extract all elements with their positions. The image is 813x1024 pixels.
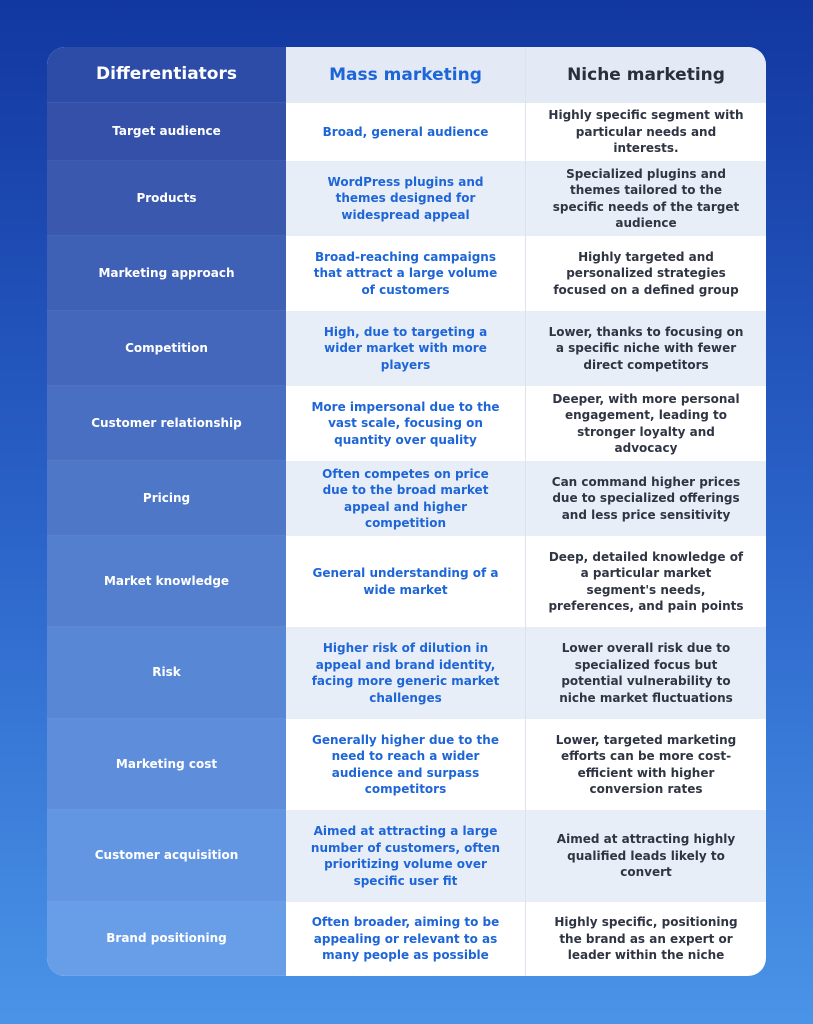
table-row [47, 103, 766, 161]
mass-marketing-cell: WordPress plugins and themes designed for widespread appeal [286, 161, 526, 236]
niche-marketing-cell: Aimed at attracting highly qualified leads likely to convert [526, 810, 766, 902]
niche-marketing-cell: Lower, thanks to focusing on a specific niche with fewer direct competitors [526, 311, 766, 386]
mass-marketing-cell: Aimed at attracting a large number of customers, often prioritizing volume over specific user fit [286, 810, 526, 902]
row-label: Marketing cost [47, 719, 286, 810]
table-row [47, 810, 766, 902]
row-label: Risk [47, 627, 286, 719]
row-label: Brand positioning [47, 902, 286, 976]
mass-marketing-cell: Broad-reaching campaigns that attract a large volume of customers [286, 236, 526, 311]
table-row [47, 461, 766, 536]
mass-marketing-cell: Broad, general audience [286, 103, 526, 161]
niche-marketing-cell: Highly specific segment with particular needs and interests. [548, 108, 744, 156]
niche-marketing-cell: Specialized plugins and themes tailored to the specific needs of the target audience [526, 161, 766, 236]
row-label: Products [47, 161, 286, 236]
header-differentiators: Differentiators [47, 47, 286, 103]
table-row [47, 161, 766, 236]
mass-marketing-cell: Often broader, aiming to be appealing or relevant to as many people as possible [286, 902, 526, 976]
niche-marketing-cell: Lower overall risk due to specialized focus but potential vulnerability to niche market fluctuations [526, 627, 766, 719]
table-row [47, 311, 766, 386]
table-row [47, 236, 766, 311]
niche-marketing-cell: Deeper, with more personal engagement, leading to stronger loyalty and advocacy [552, 391, 740, 455]
table-row [47, 719, 766, 810]
mass-marketing-cell: High, due to targeting a wider market with more players [286, 311, 526, 386]
table-row [47, 536, 766, 627]
niche-marketing-cell: Highly targeted and personalized strategies focused on a defined group [553, 249, 739, 297]
table-row [47, 902, 766, 976]
mass-marketing-cell: Often competes on price due to the broad market appeal and higher competition [286, 461, 526, 536]
niche-marketing-cell: Highly specific, positioning the brand as an expert or leader within the niche [554, 915, 738, 963]
row-label: Target audience [47, 103, 286, 161]
row-label: Competition [47, 311, 286, 386]
row-label: Pricing [47, 461, 286, 536]
table-row [47, 627, 766, 719]
row-label: Customer relationship [47, 386, 286, 461]
header-niche-marketing: Niche marketing [526, 47, 766, 103]
table-row [47, 386, 766, 461]
row-label: Marketing approach [47, 236, 286, 311]
header-mass-marketing: Mass marketing [286, 47, 526, 103]
row-label: Market knowledge [47, 536, 286, 627]
mass-marketing-cell: General understanding of a wide market [286, 536, 526, 627]
header-row [47, 47, 766, 103]
table-body [47, 103, 766, 976]
niche-marketing-cell: Deep, detailed knowledge of a particular market segment's needs, preferences, and pain points [548, 549, 744, 613]
niche-marketing-cell: Lower, targeted marketing efforts can be more cost-efficient with higher conversion rates [555, 732, 737, 796]
mass-marketing-cell: More impersonal due to the vast scale, focusing on quantity over quality [286, 386, 526, 461]
row-label: Customer acquisition [47, 810, 286, 902]
mass-marketing-cell: Higher risk of dilution in appeal and brand identity, facing more generic market challenges [286, 627, 526, 719]
niche-marketing-cell: Can command higher prices due to specialized offerings and less price sensitivity [526, 461, 766, 536]
comparison-table [47, 47, 766, 976]
mass-marketing-cell: Generally higher due to the need to reach a wider audience and surpass competitors [286, 719, 526, 810]
